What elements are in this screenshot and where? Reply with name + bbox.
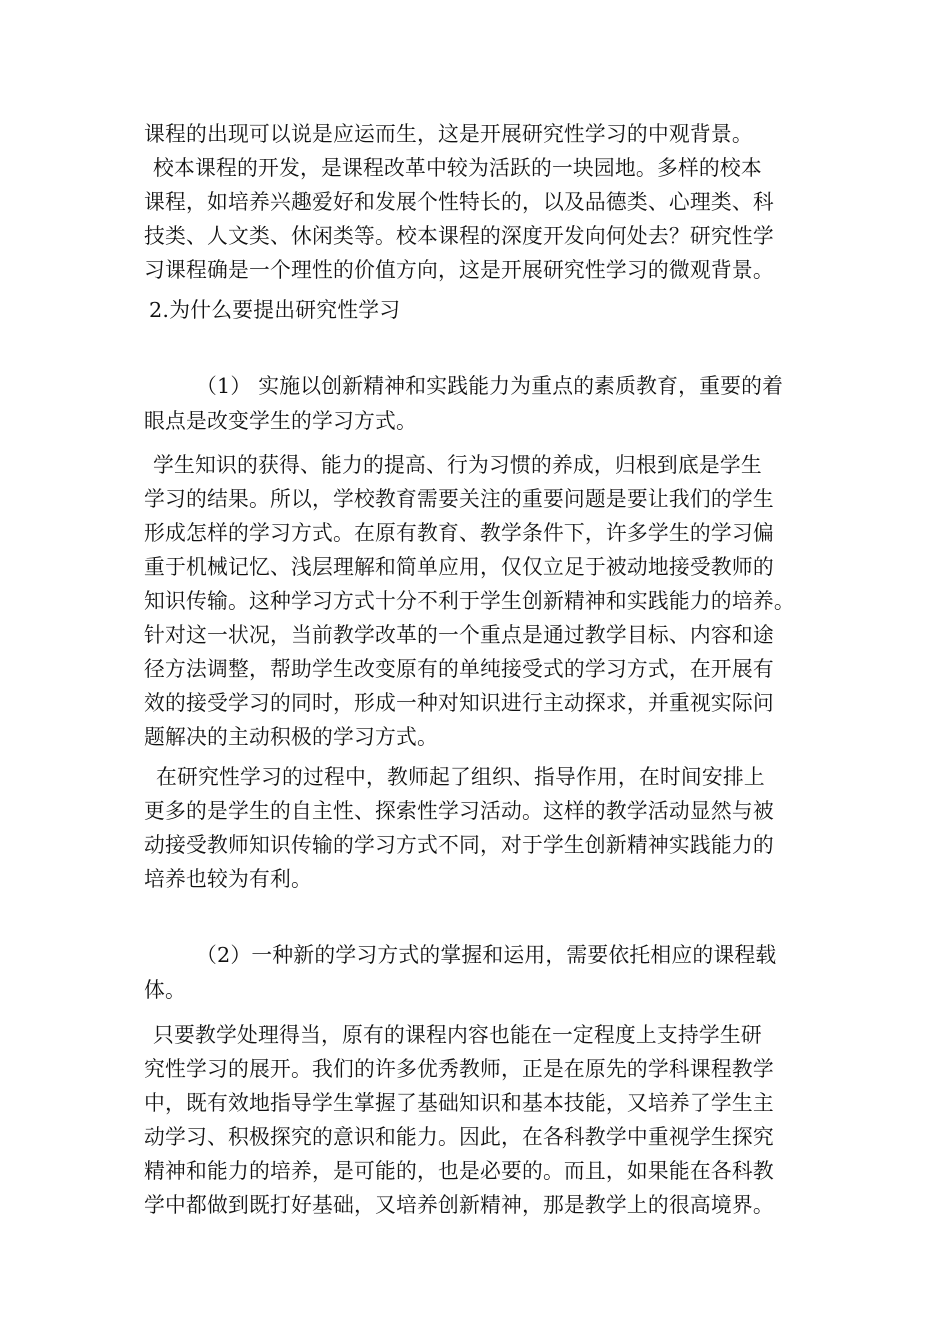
- point-one-line-1: （1） 实施以创新精神和实践能力为重点的素质教育，重要的着: [196, 374, 784, 398]
- section-heading: 2.为什么要提出研究性学习: [149, 298, 401, 322]
- paragraph-line-16: 中，既有效地指导学生掌握了基础知识和基本技能，又培养了学生主: [144, 1091, 774, 1115]
- paragraph-line-14: 只要教学处理得当，原有的课程内容也能在一定程度上支持学生研: [153, 1023, 762, 1047]
- paragraph-line-19: 学中都做到既打好基础，又培养创新精神，那是教学上的很高境界。: [144, 1193, 774, 1217]
- paragraph-line-1: 学生知识的获得、能力的提高、行为习惯的养成，归根到底是学生: [153, 453, 762, 477]
- paragraph-line-4: 重于机械记忆、浅层理解和简单应用，仅仅立足于被动地接受教师的: [144, 555, 774, 579]
- paragraph-line-10: 在研究性学习的过程中，教师起了组织、指导作用，在时间安排上: [156, 765, 765, 789]
- paragraph-line-7: 径方法调整，帮助学生改变原有的单纯接受式的学习方式，在开展有: [144, 657, 774, 681]
- paragraph-line-8: 效的接受学习的同时，形成一种对知识进行主动探求，并重视实际问: [144, 691, 774, 715]
- point-one-line-2: 眼点是改变学生的学习方式。: [144, 409, 417, 433]
- paragraph-line-6: 针对这一状况，当前教学改革的一个重点是通过教学目标、内容和途: [144, 623, 774, 647]
- point-two-line-2: 体。: [144, 978, 186, 1002]
- point-two-line-1: （2）一种新的学习方式的掌握和运用，需要依托相应的课程载: [196, 943, 777, 967]
- paragraph-line-3: 形成怎样的学习方式。在原有教育、教学条件下，许多学生的学习偏: [144, 521, 774, 545]
- paragraph-line-2: 学习的结果。所以，学校教育需要关注的重要问题是要让我们的学生: [144, 487, 774, 511]
- paragraph-line-11: 更多的是学生的自主性、探索性学习活动。这样的教学活动显然与被: [144, 799, 774, 823]
- text-line-5: 习课程确是一个理性的价值方向，这是开展研究性学习的微观背景。: [144, 258, 774, 282]
- text-line-4: 技类、人文类、休闲类等。校本课程的深度开发向何处去？研究性学: [144, 224, 774, 248]
- paragraph-line-12: 动接受教师知识传输的学习方式不同，对于学生创新精神实践能力的: [144, 833, 774, 857]
- text-line-2: 校本课程的开发，是课程改革中较为活跃的一块园地。多样的校本: [153, 156, 762, 180]
- paragraph-line-9: 题解决的主动积极的学习方式。: [144, 725, 438, 749]
- text-line-1: 课程的出现可以说是应运而生，这是开展研究性学习的中观背景。: [144, 122, 753, 146]
- paragraph-line-15: 究性学习的展开。我们的许多优秀教师，正是在原先的学科课程教学: [144, 1057, 774, 1081]
- text-line-3: 课程，如培养兴趣爱好和发展个性特长的，以及品德类、心理类、科: [144, 190, 774, 214]
- paragraph-line-5: 知识传输。这种学习方式十分不利于学生创新精神和实践能力的培养。: [144, 589, 795, 613]
- paragraph-line-18: 精神和能力的培养，是可能的，也是必要的。而且，如果能在各科教: [144, 1159, 774, 1183]
- paragraph-line-17: 动学习、积极探究的意识和能力。因此，在各科教学中重视学生探究: [144, 1125, 774, 1149]
- paragraph-line-13: 培养也较为有利。: [144, 867, 312, 891]
